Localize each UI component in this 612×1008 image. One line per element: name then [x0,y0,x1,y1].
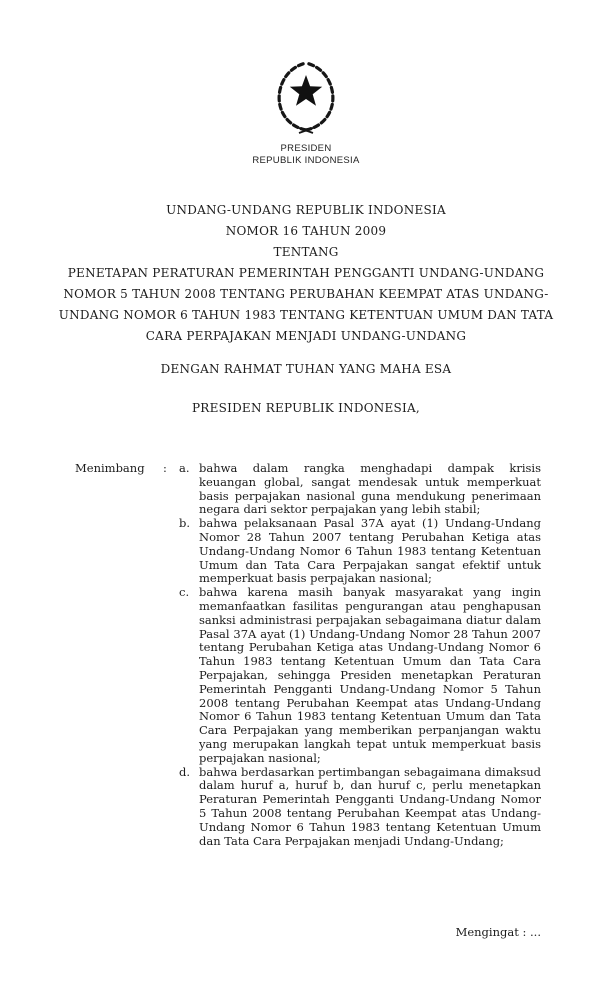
title-block [50,200,562,419]
considerations-section [75,462,541,848]
authority-line: PRESIDEN REPUBLIK INDONESIA, [191,401,420,415]
item-text: bahwa berdasarkan pertimbangan sebagaimana dimaksud dalam huruf a, huruf b, dan huruf c, perlu menetapkan Peraturan Pemerintah Pengganti Undang-Undang Nomor 5 Tahun 2008 tentang Perubahan Keempat atas Undang-Undang Nomor 6 Tahun 1983 tentang Ketentuan Umum dan Tata Cara Perpajakan menjadi Undang-Undang; [199,764,541,848]
org-name-line1: PRESIDEN [280,143,332,154]
menimbang-separator: : [163,461,167,475]
item-letter: c. [179,585,190,600]
consideration-item-b [179,517,541,586]
item-letter: b. [179,516,191,531]
consideration-item-d [179,766,541,849]
consideration-item-c [179,586,541,765]
org-name-line2: REPUBLIK INDONESIA [252,155,360,166]
item-text: bahwa dalam rangka menghadapi dampak krisis keuangan global, sangat mendesak untuk memperkuat basis perpajakan nasional guna mendukung penerimaan negara dari sektor perpajakan yang lebih stabil; [199,461,541,517]
org-name [0,143,612,167]
page-continuation-catchword: Mengingat : ... [455,925,541,939]
presidential-seal-icon [267,56,345,136]
item-letter: d. [179,764,191,779]
menimbang-label: Menimbang [75,461,145,475]
considerations-list [179,462,541,848]
item-text: bahwa pelaksanaan Pasal 37A ayat (1) Undang-Undang Nomor 28 Tahun 2007 tentang Perubahan Ketiga atas Undang-Undang Nomor 6 Tahun 1983 tentang Ketentuan Umum dan Tata Cara Perpajakan sangat efektif untuk memperkuat basis perpajakan nasional; [199,516,541,586]
document-subject: PENETAPAN PERATURAN PEMERINTAH PENGGANTI UNDANG-UNDANG NOMOR 5 TAHUN 2008 TENTANG PERUBAHAN KEEMPAT ATAS UNDANG-UNDANG NOMOR 6 TAHUN 1983 TENTANG KETENTUAN UMUM DAN TATA CARA PERPAJAKAN MENJADI UNDANG-UNDANG [58,266,554,343]
letterhead [0,56,612,167]
invocation-line: DENGAN RAHMAT TUHAN YANG MAHA ESA [160,362,452,376]
item-text: bahwa karena masih banyak masyarakat yang ingin memanfaatkan fasilitas pengurangan atau penghapusan sanksi administrasi perpajakan sebagaimana diatur dalam Pasal 37A ayat (1) Undang-Undang Nomor 28 Tahun 2007 tentang Perubahan Ketiga atas Undang-Undang Nomor 6 Tahun 1983 tentang Ketentuan Umum dan Tata Cara Perpajakan, sehingga Presiden menetapkan Peraturan Pemerintah Pengganti Undang-Undang Nomor 5 Tahun 2008 tentang Perubahan Keempat atas Undang-Undang Nomor 6 Tahun 1983 tentang Ketentuan Umum dan Tata Cara Perpajakan yang memberikan perpanjangan waktu yang merupakan langkah tepat untuk memperkuat basis perpajakan nasional; [199,585,541,765]
item-letter: a. [179,461,190,475]
tentang-label: TENTANG [273,245,339,259]
document-number: NOMOR 16 TAHUN 2009 [225,224,387,238]
consideration-item-a [179,462,541,517]
document-title: UNDANG-UNDANG REPUBLIK INDONESIA [166,203,446,217]
